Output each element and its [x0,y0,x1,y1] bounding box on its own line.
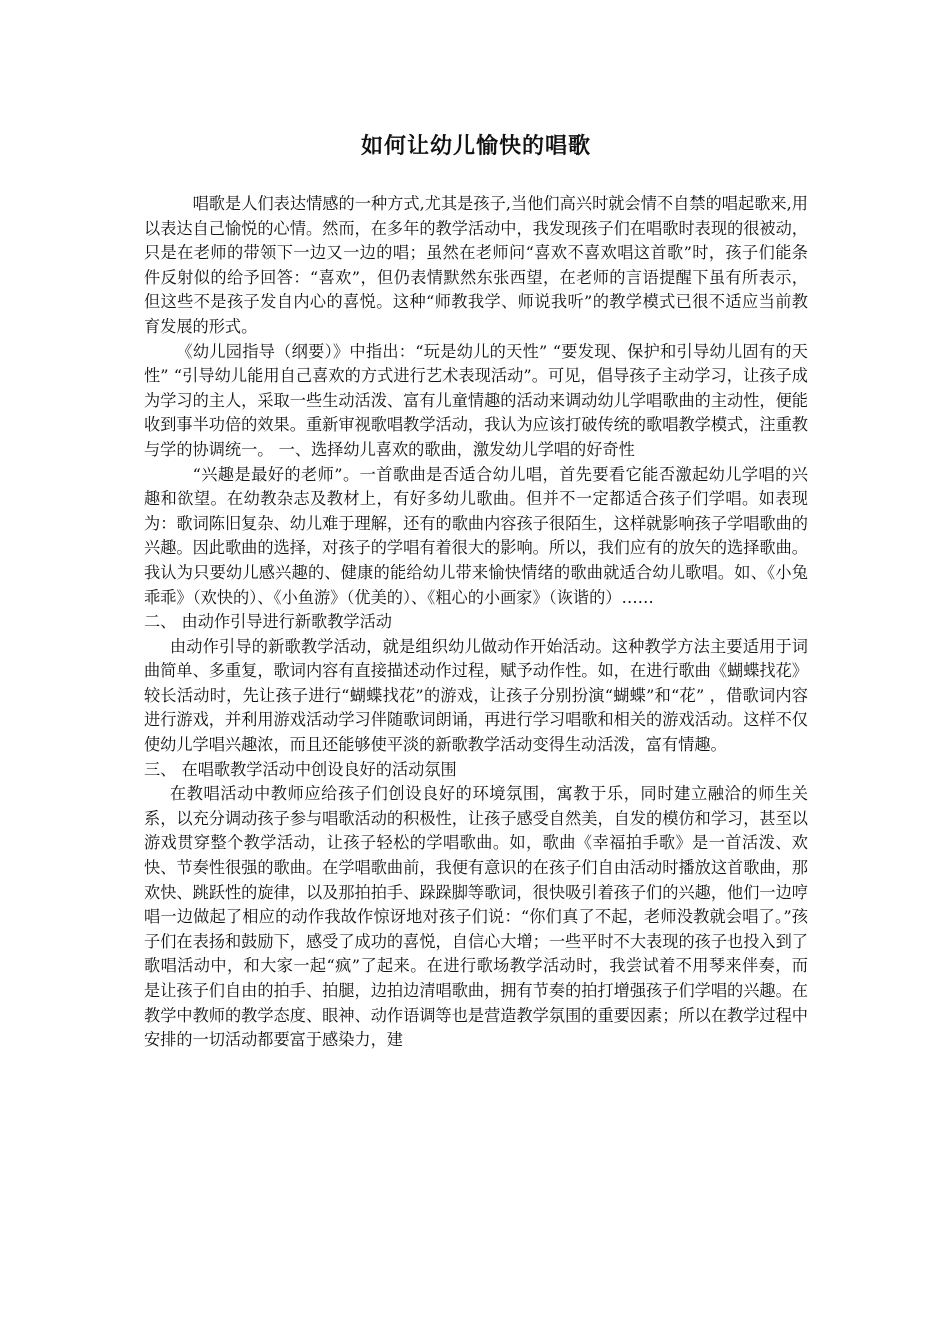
document-title: 如何让幼儿愉快的唱歌 [360,134,591,159]
section-heading-2: 二、 由动作引导进行新歌教学活动 [144,612,392,632]
paragraph-intro: 唱歌是人们表达情感的一种方式,尤其是孩子,当他们高兴时就会情不自禁的唱起歌来,用以表达自己愉悦的心情。然而，在多年的教学活动中，我发现孩子们在唱歌时表现的很被动，只是在老师的带领下一边又一边的唱；虽然在老师问“喜欢不喜欢唱这首歌”时，孩子们能条件反射似的给予回答：“喜欢”，但仍表情默然东张西望，在老师的言语提醒下虽有所表示，但这些不是孩子发自内心的喜悦。这种“师教我学、师说我听”的教学模式已很不适应当前教育发展的形式。 [144,194,808,336]
section-heading-3: 三、 在唱歌教学活动中创设良好的活动氛围 [144,759,457,779]
document-page [144,0,808,1053]
paragraph-interest: “兴趣是最好的老师”。一首歌曲是否适合幼儿唱，首先要看它能否激起幼儿学唱的兴趣和欲望。在幼教杂志及教材上，有好多幼儿歌曲。但并不一定都适合孩子们学唱。如表现为：歌词陈旧复杂、幼儿难于理解，还有的歌曲内容孩子很陌生，这样就影响孩子学唱歌曲的兴趣。因此歌曲的选择，对孩子的学唱有着很大的影响。所以，我们应有的放矢的选择歌曲。我认为只要幼儿感兴趣的、健康的能给幼儿带来愉快情绪的歌曲就适合幼儿歌唱。如、《小兔乖乖》（欢快的）、《小鱼游》（优美的）、《粗心的小画家》（诙谐的）…… [144,464,808,607]
paragraph-action-guided: 由动作引导的新歌教学活动，就是组织幼儿做动作开始活动。这种教学方法主要适用于词曲简单、多重复，歌词内容有直接描述动作过程，赋予动作性。如，在进行歌曲《蝴蝶找花》较长活动时，先让孩子进行“蝴蝶找花”的游戏，让孩子分别扮演“蝴蝶”和“花” ，借歌词内容进行游戏，并利用游戏活动学习伴随歌词朗诵，再进行学习唱歌和相关的游戏活动。这样不仅使幼儿学唱兴趣浓，而且还能够使平淡的新歌教学活动变得生动活泼，富有情趣。 [144,636,808,755]
document-body [144,192,808,1053]
paragraph-guideline: 《幼儿园指导（纲要）》中指出：“玩是幼儿的天性” “要发现、保护和引导幼儿固有的天性” “引导幼儿能用自己喜欢的方式进行艺术表现活动”。可见，倡导孩子主动学习，让孩子成为学习的主人，采取一些生动活泼、富有儿童情趣的活动来调动幼儿学唱歌曲的主动性，便能收到事半功倍的效果。重新审视歌唱教学活动，我认为应该打破传统的歌唱教学模式，注重教与学的协调统一。 一、选择幼儿喜欢的歌曲，激发幼儿学唱的好奇性 [144,341,808,459]
paragraph-atmosphere: 在教唱活动中教师应给孩子们创设良好的环境氛围，寓教于乐，同时建立融洽的师生关系，以充分调动孩子参与唱歌活动的积极性，让孩子感受自然美，自发的模仿和学习，甚至以游戏贯穿整个教学活动，让孩子轻松的学唱歌曲。如，歌曲《幸福拍手歌》是一首活泼、欢快、节奏性很强的歌曲。在学唱歌曲前，我便有意识的在孩子们自由活动时播放这首歌曲，那欢快、跳跃性的旋律，以及那拍拍手、跺跺脚等歌词，很快吸引着孩子们的兴趣，他们一边哼唱一边做起了相应的动作我故作惊讶地对孩子们说：“你们真了不起，老师没教就会唱了。”孩子们在表扬和鼓励下，感受了成功的喜悦，自信心大增；一些平时不大表现的孩子也投入到了歌唱活动中，和大家一起“疯”了起来。在进行歌场教学活动时，我尝试着不用琴来伴奏，而是让孩子们自由的拍手、拍腿，边拍边清唱歌曲，拥有节奏的拍打增强孩子们学唱的兴趣。在教学中教师的教学态度、眼神、动作语调等也是营造教学氛围的重要因素；所以在教学过程中安排的一切活动都要富于感染力，建 [144,784,808,1050]
